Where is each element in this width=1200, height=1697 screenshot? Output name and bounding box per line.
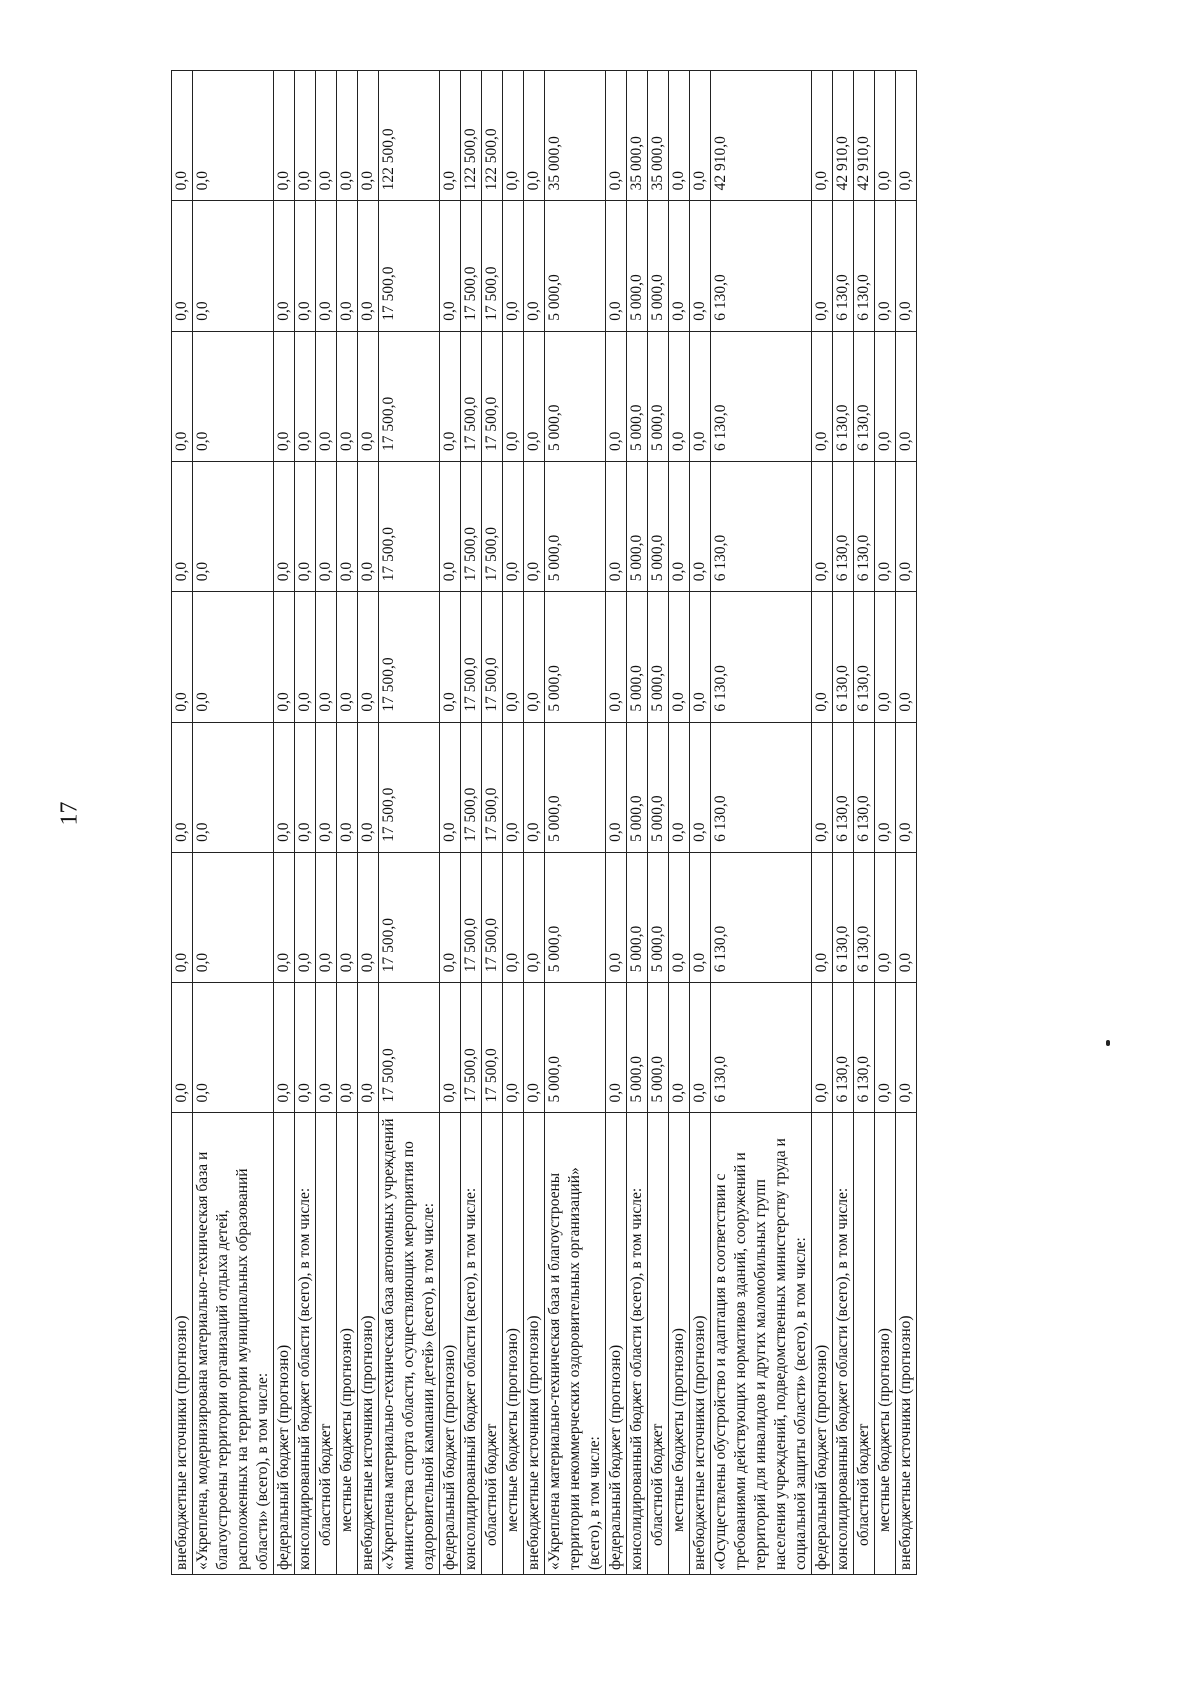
table-row [812,71,833,1575]
row-label: консолидированный бюджет области (всего), в том числе: [627,1113,648,1575]
value-cell: 17 500,0 [379,201,440,331]
value-cell: 0,0 [690,71,711,201]
value-cell: 0,0 [690,722,711,852]
value-cell: 6 130,0 [711,331,812,461]
budget-table [171,70,917,1575]
table-row [690,71,711,1575]
table-row [524,71,545,1575]
value-cell: 0,0 [875,592,896,722]
value-cell: 17 500,0 [379,462,440,592]
table-row [358,71,379,1575]
value-cell: 0,0 [669,983,690,1113]
value-cell: 42 910,0 [833,71,854,201]
row-label: местные бюджеты (прогнозно) [669,1113,690,1575]
row-label: консолидированный бюджет области (всего), в том числе: [461,1113,482,1575]
value-cell: 6 130,0 [854,592,875,722]
value-cell: 0,0 [316,852,337,982]
value-cell: 6 130,0 [711,592,812,722]
value-cell: 5 000,0 [545,722,606,852]
value-cell: 0,0 [669,852,690,982]
value-cell: 35 000,0 [545,71,606,201]
value-cell: 0,0 [358,201,379,331]
value-cell: 0,0 [896,983,917,1113]
value-cell: 0,0 [669,71,690,201]
value-cell: 0,0 [172,71,193,201]
table-row [896,71,917,1575]
value-cell: 0,0 [337,201,358,331]
value-cell: 122 500,0 [379,71,440,201]
value-cell: 0,0 [812,331,833,461]
value-cell: 0,0 [524,201,545,331]
table-row [606,71,627,1575]
value-cell: 5 000,0 [545,852,606,982]
value-cell: 0,0 [875,852,896,982]
value-cell: 0,0 [440,331,461,461]
value-cell: 6 130,0 [854,722,875,852]
value-cell: 0,0 [172,852,193,982]
value-cell: 0,0 [875,722,896,852]
value-cell: 0,0 [812,983,833,1113]
table-row [295,71,316,1575]
value-cell: 0,0 [316,983,337,1113]
value-cell: 5 000,0 [648,462,669,592]
value-cell: 0,0 [812,71,833,201]
value-cell: 0,0 [812,722,833,852]
table-row [172,71,193,1575]
value-cell: 0,0 [896,852,917,982]
value-cell: 0,0 [358,71,379,201]
value-cell: 0,0 [606,983,627,1113]
row-label: федеральный бюджет (прогнозно) [812,1113,833,1575]
row-label: областной бюджет [482,1113,503,1575]
value-cell: 0,0 [524,852,545,982]
value-cell: 0,0 [274,71,295,201]
table-row [440,71,461,1575]
value-cell: 0,0 [812,462,833,592]
value-cell: 0,0 [295,592,316,722]
value-cell: 0,0 [274,462,295,592]
value-cell: 0,0 [690,201,711,331]
value-cell: 5 000,0 [648,722,669,852]
value-cell: 17 500,0 [482,462,503,592]
value-cell: 0,0 [337,592,358,722]
value-cell: 17 500,0 [482,722,503,852]
value-cell: 0,0 [606,852,627,982]
value-cell: 0,0 [503,331,524,461]
value-cell: 42 910,0 [711,71,812,201]
value-cell: 0,0 [193,462,274,592]
value-cell: 0,0 [172,201,193,331]
value-cell: 0,0 [337,722,358,852]
value-cell: 0,0 [295,722,316,852]
value-cell: 5 000,0 [627,462,648,592]
value-cell: 0,0 [172,462,193,592]
value-cell: 0,0 [172,592,193,722]
value-cell: 5 000,0 [627,201,648,331]
value-cell: 5 000,0 [648,331,669,461]
value-cell: 6 130,0 [833,331,854,461]
value-cell: 6 130,0 [833,201,854,331]
value-cell: 5 000,0 [627,983,648,1113]
value-cell: 35 000,0 [648,71,669,201]
value-cell: 0,0 [316,722,337,852]
row-label: «Укреплена материально-техническая база автономных учреждений министерства спорта области, осуществляющих мероприятия по оздоровительной кампании детей» (всего), в том числе: [379,1113,440,1575]
value-cell: 0,0 [440,201,461,331]
value-cell: 6 130,0 [711,462,812,592]
value-cell: 0,0 [669,331,690,461]
value-cell: 17 500,0 [461,201,482,331]
value-cell: 6 130,0 [833,592,854,722]
value-cell: 0,0 [440,462,461,592]
value-cell: 0,0 [172,722,193,852]
value-cell: 6 130,0 [854,331,875,461]
value-cell: 0,0 [295,852,316,982]
table-row [648,71,669,1575]
value-cell: 17 500,0 [482,331,503,461]
value-cell: 0,0 [524,462,545,592]
value-cell: 0,0 [193,983,274,1113]
value-cell: 0,0 [274,201,295,331]
value-cell: 0,0 [503,201,524,331]
value-cell: 0,0 [606,722,627,852]
value-cell: 0,0 [524,983,545,1113]
value-cell: 0,0 [669,722,690,852]
value-cell: 5 000,0 [648,592,669,722]
value-cell: 0,0 [524,71,545,201]
row-label: консолидированный бюджет области (всего), в том числе: [295,1113,316,1575]
value-cell: 0,0 [358,852,379,982]
value-cell: 17 500,0 [461,462,482,592]
row-label: местные бюджеты (прогнозно) [875,1113,896,1575]
value-cell: 0,0 [337,331,358,461]
value-cell: 6 130,0 [833,852,854,982]
value-cell: 0,0 [440,592,461,722]
row-label: федеральный бюджет (прогнозно) [440,1113,461,1575]
value-cell: 0,0 [606,201,627,331]
value-cell: 0,0 [606,462,627,592]
value-cell: 0,0 [503,462,524,592]
value-cell: 5 000,0 [648,983,669,1113]
value-cell: 0,0 [875,983,896,1113]
value-cell: 0,0 [690,592,711,722]
table-body [172,71,917,1575]
row-label: областной бюджет [854,1113,875,1575]
value-cell: 0,0 [274,852,295,982]
value-cell: 0,0 [316,592,337,722]
value-cell: 0,0 [812,852,833,982]
value-cell: 0,0 [524,722,545,852]
value-cell: 0,0 [896,331,917,461]
value-cell: 6 130,0 [711,852,812,982]
value-cell: 17 500,0 [379,852,440,982]
table-row [503,71,524,1575]
table-row [854,71,875,1575]
value-cell: 17 500,0 [482,592,503,722]
value-cell: 0,0 [812,201,833,331]
value-cell: 0,0 [172,331,193,461]
value-cell: 0,0 [316,331,337,461]
value-cell: 0,0 [316,201,337,331]
table-row [669,71,690,1575]
row-label: консолидированный бюджет области (всего), в том числе: [833,1113,854,1575]
value-cell: 0,0 [606,592,627,722]
value-cell: 0,0 [274,722,295,852]
value-cell: 17 500,0 [461,592,482,722]
value-cell: 5 000,0 [627,331,648,461]
value-cell: 6 130,0 [833,462,854,592]
value-cell: 35 000,0 [627,71,648,201]
value-cell: 0,0 [358,331,379,461]
value-cell: 17 500,0 [482,852,503,982]
value-cell: 0,0 [295,983,316,1113]
scan-speck [1106,1040,1110,1046]
value-cell: 0,0 [295,71,316,201]
value-cell: 0,0 [690,852,711,982]
value-cell: 6 130,0 [711,201,812,331]
rotated-table-wrapper [171,70,1074,1575]
row-label: «Осуществлены обустройство и адаптация в соответствии с требованиями действующих нормативов зданий, сооружений и территорий для инвалидов и других маломобильных групп населения учреждений, подведомственных министерству труда и социальной защиты области» (всего), в том числе: [711,1113,812,1575]
value-cell: 5 000,0 [627,722,648,852]
value-cell: 0,0 [193,592,274,722]
value-cell: 0,0 [337,852,358,982]
row-label: федеральный бюджет (прогнозно) [606,1113,627,1575]
table-row [337,71,358,1575]
value-cell: 0,0 [358,592,379,722]
value-cell: 0,0 [875,201,896,331]
value-cell: 17 500,0 [482,201,503,331]
value-cell: 0,0 [358,722,379,852]
value-cell: 0,0 [440,852,461,982]
value-cell: 0,0 [669,462,690,592]
value-cell: 6 130,0 [854,852,875,982]
value-cell: 0,0 [896,462,917,592]
row-label: областной бюджет [316,1113,337,1575]
value-cell: 6 130,0 [833,722,854,852]
table-row [545,71,606,1575]
row-label: местные бюджеты (прогнозно) [503,1113,524,1575]
value-cell: 0,0 [337,983,358,1113]
value-cell: 5 000,0 [545,201,606,331]
value-cell: 122 500,0 [482,71,503,201]
value-cell: 0,0 [358,983,379,1113]
value-cell: 6 130,0 [833,983,854,1113]
row-label: внебюджетные источники (прогнозно) [172,1113,193,1575]
row-label: «Укреплена материально-техническая база и благоустроены территории некоммерческих оздоровительных организаций» (всего), в том числе: [545,1113,606,1575]
value-cell: 0,0 [440,71,461,201]
value-cell: 0,0 [295,201,316,331]
value-cell: 0,0 [316,462,337,592]
value-cell: 0,0 [606,331,627,461]
value-cell: 0,0 [690,983,711,1113]
row-label: федеральный бюджет (прогнозно) [274,1113,295,1575]
value-cell: 5 000,0 [627,592,648,722]
table-row [482,71,503,1575]
value-cell: 0,0 [503,722,524,852]
row-label: местные бюджеты (прогнозно) [337,1113,358,1575]
value-cell: 0,0 [274,331,295,461]
table-row [316,71,337,1575]
row-label: внебюджетные источники (прогнозно) [690,1113,711,1575]
value-cell: 0,0 [193,852,274,982]
value-cell: 0,0 [274,983,295,1113]
value-cell: 42 910,0 [854,71,875,201]
value-cell: 17 500,0 [461,852,482,982]
value-cell: 0,0 [193,331,274,461]
table-row [461,71,482,1575]
value-cell: 5 000,0 [545,331,606,461]
value-cell: 0,0 [875,71,896,201]
value-cell: 0,0 [358,462,379,592]
value-cell: 0,0 [172,983,193,1113]
value-cell: 17 500,0 [379,983,440,1113]
value-cell: 17 500,0 [379,722,440,852]
value-cell: 0,0 [606,71,627,201]
table-row [379,71,440,1575]
value-cell: 0,0 [690,462,711,592]
value-cell: 0,0 [295,331,316,461]
value-cell: 0,0 [503,852,524,982]
value-cell: 0,0 [337,462,358,592]
value-cell: 0,0 [524,592,545,722]
value-cell: 0,0 [669,592,690,722]
value-cell: 17 500,0 [379,331,440,461]
value-cell: 6 130,0 [854,462,875,592]
row-label: «Укреплена, модернизирована материально-техническая база и благоустроены территории организаций отдыха детей, расположенных на территории муниципальных образований области» (всего), в том числе: [193,1113,274,1575]
value-cell: 5 000,0 [545,983,606,1113]
value-cell: 0,0 [690,331,711,461]
value-cell: 0,0 [896,71,917,201]
value-cell: 0,0 [295,462,316,592]
value-cell: 0,0 [193,722,274,852]
table-row [875,71,896,1575]
table-row [711,71,812,1575]
page-number: 17 [56,801,83,826]
row-label: областной бюджет [648,1113,669,1575]
value-cell: 122 500,0 [461,71,482,201]
value-cell: 17 500,0 [461,331,482,461]
value-cell: 0,0 [337,71,358,201]
value-cell: 17 500,0 [461,722,482,852]
table-row [833,71,854,1575]
value-cell: 0,0 [440,722,461,852]
value-cell: 0,0 [524,331,545,461]
value-cell: 0,0 [896,722,917,852]
row-label: внебюджетные источники (прогнозно) [524,1113,545,1575]
value-cell: 0,0 [274,592,295,722]
value-cell: 0,0 [503,71,524,201]
value-cell: 17 500,0 [461,983,482,1113]
value-cell: 5 000,0 [545,462,606,592]
table-row [627,71,648,1575]
value-cell: 6 130,0 [711,722,812,852]
value-cell: 0,0 [896,201,917,331]
value-cell: 0,0 [193,201,274,331]
row-label: внебюджетные источники (прогнозно) [358,1113,379,1575]
value-cell: 6 130,0 [854,983,875,1113]
value-cell: 0,0 [503,592,524,722]
row-label: внебюджетные источники (прогнозно) [896,1113,917,1575]
value-cell: 0,0 [875,331,896,461]
table-row [193,71,274,1575]
value-cell: 5 000,0 [648,201,669,331]
value-cell: 0,0 [812,592,833,722]
value-cell: 5 000,0 [627,852,648,982]
table-row [274,71,295,1575]
value-cell: 17 500,0 [482,983,503,1113]
value-cell: 0,0 [896,592,917,722]
value-cell: 0,0 [875,462,896,592]
value-cell: 0,0 [193,71,274,201]
value-cell: 0,0 [669,201,690,331]
value-cell: 0,0 [440,983,461,1113]
value-cell: 6 130,0 [854,201,875,331]
value-cell: 6 130,0 [711,983,812,1113]
value-cell: 0,0 [316,71,337,201]
value-cell: 0,0 [503,983,524,1113]
value-cell: 5 000,0 [545,592,606,722]
value-cell: 5 000,0 [648,852,669,982]
value-cell: 17 500,0 [379,592,440,722]
